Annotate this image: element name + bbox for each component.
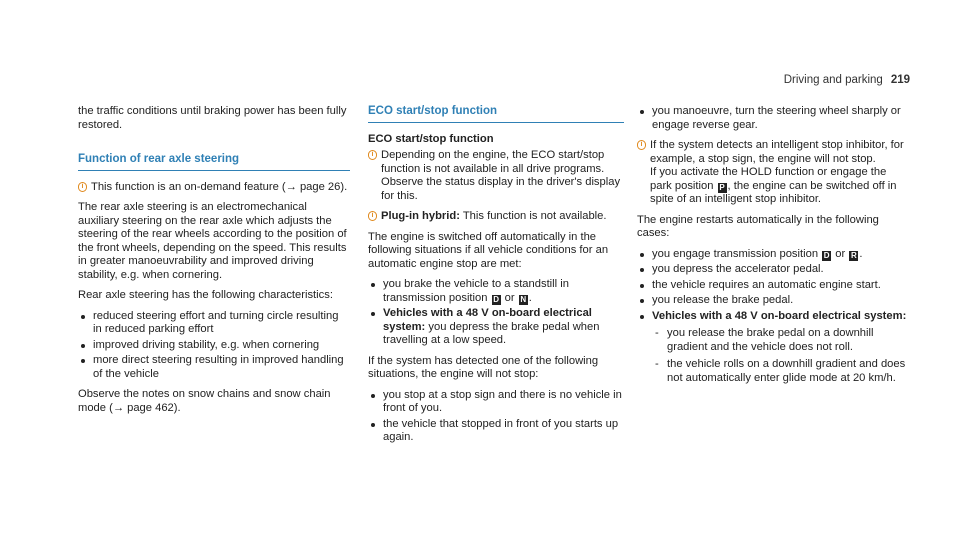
page-header [784,74,910,88]
list-item: you stop at a stop sign and there is no vehicle in front of you. [368,389,624,416]
info-icon: i [78,182,87,192]
list-item [637,310,909,386]
info-icon: i [368,211,377,221]
note-text: This function is not available. [459,210,607,222]
item-text: you depress the brake pedal when travelling at a low speed. [383,320,600,346]
paragraph: The rear axle steering is an electromechanical auxiliary steering on the rear axle which adjusts the steering of the rear wheels according to the position of the front wheels, depending on the speed. This results in greater manoeuvrability and improved driving stability, e.g. when cornering. [78,201,347,281]
gear-p-icon: P [719,182,725,192]
list-item: more direct steering resulting in improved handling of the vehicle [78,354,350,381]
rear-axle-heading: Function of rear axle steering [78,153,350,171]
list-item: you depress the accelerator pedal. [637,263,909,277]
info-note [368,149,624,203]
no-stop-list [368,389,624,445]
list-item [368,278,624,305]
gear-d-icon: D [823,250,830,260]
list-item: the vehicle that stopped in front of you starts up again. [368,418,624,445]
item-text: . [859,247,863,260]
info-note [637,139,909,207]
item-lead: Vehicles with a 48 V on-board electrical system: [652,309,907,322]
list-item: reduced steering effort and turning circle resulting in reduced parking effort [78,310,350,337]
paragraph: Rear axle steering has the following characteristics: [78,289,333,301]
intro-text: the traffic conditions until braking power has been fully restored. [78,105,347,131]
list-item [637,248,909,262]
gear-n-icon: N [520,294,527,304]
info-note [78,181,350,195]
eco-heading: ECO start/stop function [368,105,624,123]
eco-subheading: ECO start/stop function [368,132,494,145]
sub-list-item: - you release the brake pedal on a downhill gradient and the vehicle does not roll. [652,327,909,354]
list-item: you manoeuvre, turn the steering wheel sharply or engage reverse gear. [637,105,909,132]
list-item [368,307,624,348]
list-item: the vehicle requires an automatic engine start. [637,279,909,293]
item-text: or [501,291,518,304]
paragraph: Observe the notes on snow chains and snow chain mode (→ page 462). [78,388,331,414]
column-3 [637,105,909,392]
note-text: , the engine can be switched off in spite of an intelligent stop inhibitor. [650,179,897,205]
note-text: Depending on the engine, the ECO start/stop function is not available in all drive programs. Observe the status display in the driver's display for this. [381,149,621,202]
sub-list [652,327,909,385]
item-text: you brake the vehicle to a standstill in transmission position [383,278,569,304]
info-icon: i [637,140,646,150]
restart-list [637,248,909,386]
info-note [368,210,624,224]
paragraph: The engine is switched off automatically in the following situations if all vehicle conditions for an automatic engine stop are met: [368,230,609,270]
item-text: you engage transmission position [652,247,822,260]
stop-list [368,278,624,348]
item-text: . [528,291,532,304]
note-text: If you activate the HOLD function or engage the park position [650,166,887,192]
item-text: or [832,247,849,260]
info-icon: i [368,150,377,160]
column-2 [368,105,624,452]
gear-r-icon: R [850,250,857,260]
list-item: you release the brake pedal. [637,294,909,308]
list-item: improved driving stability, e.g. when cornering [78,339,350,353]
note-text: This function is an on-demand feature (→ page 26). [91,180,348,193]
characteristics-list [78,310,350,382]
stop-list-continued [637,105,909,132]
gear-d-icon: D [493,294,499,304]
paragraph: If the system has detected one of the following situations, the engine will not stop: [368,354,599,380]
section-title: Driving and parking [783,74,883,86]
note-lead: Plug-in hybrid: [381,210,460,222]
sub-list-item: - the vehicle rolls on a downhill gradient and does not automatically enter glide mode at 20 km/h. [652,358,909,385]
paragraph: The engine restarts automatically in the following cases: [637,213,879,239]
item-lead: Vehicles with a 48 V on-board electrical system: [383,307,592,333]
note-text: If the system detects an intelligent stop inhibitor, for example, a stop sign, the engine will not stop. [650,139,904,165]
page-number: 219 [890,74,910,86]
column-1 [78,105,350,422]
